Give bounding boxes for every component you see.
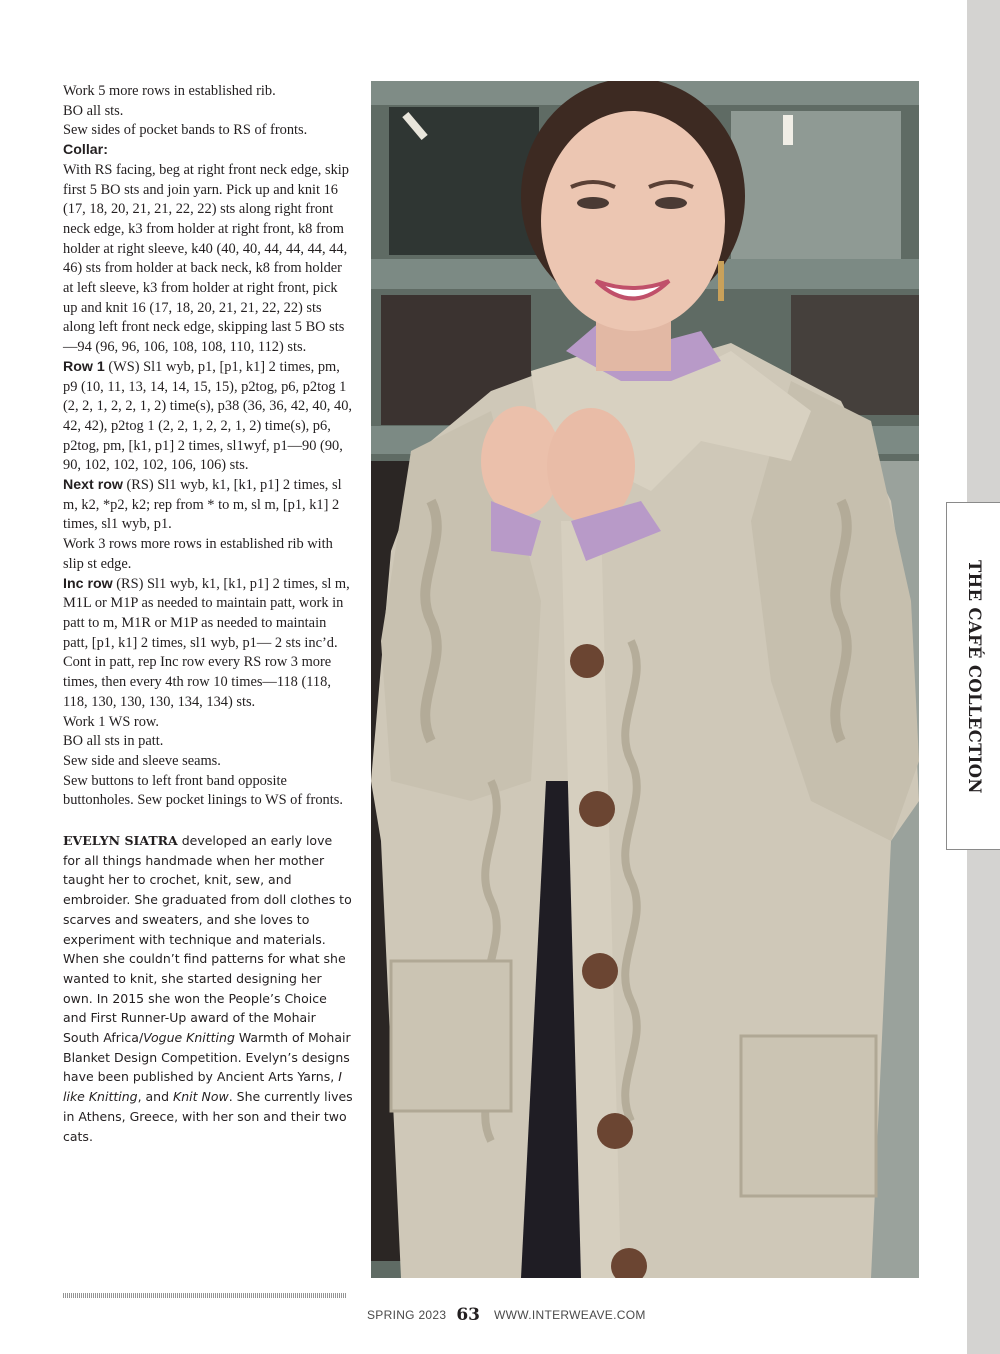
pattern-line: Sew buttons to left front band opposite buttonholes. Sew pocket linings to WS of fronts. <box>63 772 343 809</box>
pattern-line: BO all sts. <box>63 102 124 119</box>
page-number: 63 <box>456 1305 481 1325</box>
pattern-line: Work 5 more rows in established rib. <box>63 83 276 99</box>
next-row-text: (RS) Sl1 wyb, k1, [k1, p1] 2 times, sl m, k2, *p2, k2; rep from * to m, sl m, [p1, k1] 2 times, sl1 wyb, p1. <box>63 477 342 533</box>
pattern-line: Sew sides of pocket bands to RS of fronts. <box>63 122 308 139</box>
row1-label: Row 1 <box>63 358 105 375</box>
row1-text: (WS) Sl1 wyb, p1, [p1, k1] 2 times, pm, p9 (10, 11, 13, 14, 14, 15, 15), p2tog, p6, p2tog 1 (2, 2, 1, 2, 2, 1, 2) time(s), p38 (36, 36, 42, 40, 40, 42, 42), p2tog 1 (2, 2, 1, 2, 2, 1, 2) time(s), p6, p2tog, pm, [k1, p1] 2 times, sl1wyf, p1—90 (90, 90, 102, 102, 102, 106, 106) sts. <box>63 358 352 474</box>
bio-text: , and <box>137 1089 174 1105</box>
bio-text: . She currently lives in Athens, Greece, with her son and their two cats. <box>63 1089 353 1144</box>
bio-italic: Vogue Knitting <box>143 1030 235 1046</box>
pattern-line: Work 3 rows more rows in established rib with slip st edge. <box>63 536 333 572</box>
pattern-instructions <box>63 82 353 811</box>
bio-italic: Knit Now <box>173 1089 229 1105</box>
issue-season: SPRING 2023 <box>367 1308 447 1322</box>
website-link[interactable]: WWW.INTERWEAVE.COM <box>494 1308 646 1322</box>
inc-row-text: (RS) Sl1 wyb, k1, [k1, p1] 2 times, sl m, M1L or M1P as needed to maintain patt, work in patt to m, M1R or M1P as needed to maintain patt, [p1, k1] 2 times, sl1 wyb, p1— 2 sts inc’d. <box>63 575 350 651</box>
section-tab-label: THE CAFÉ COLLECTION <box>965 560 984 794</box>
pattern-line: BO all sts in patt. <box>63 733 164 750</box>
inc-row-label: Inc row <box>63 575 113 592</box>
pattern-line: Work 1 WS row. <box>63 713 159 730</box>
bio-italic: I like Knitting <box>63 1069 342 1105</box>
bio-text: developed an early love for all things handmade when her mother taught her to crochet, knit, sew, and embroider. She graduated from doll clothes to scarves and sweaters, and she loves to experiment with technique and materials. When she couldn’t find patterns for what she wanted to knit, she started designing her own. In 2015 she won the People’s Choice and First Runner-Up award of the Mohair South Africa/ <box>63 833 352 1046</box>
text-column <box>63 82 353 1146</box>
next-row-label: Next row <box>63 477 123 494</box>
dotted-rule <box>63 1293 346 1298</box>
pattern-line: Sew side and sleeve seams. <box>63 752 221 769</box>
photo-illustration <box>371 81 919 1278</box>
bio-text: Warmth of Mohair Blanket Design Competition. Evelyn’s designs have been published by Ancient Arts Yarns, <box>63 1030 351 1085</box>
collar-heading: Collar: <box>63 142 108 159</box>
next-row-paragraph <box>63 476 353 535</box>
pattern-line: Cont in patt, rep Inc row every RS row 3 more times, then every 4th row 10 times—118 (118, 118, 130, 130, 130, 134, 134) sts. <box>63 654 332 710</box>
collar-instructions: With RS facing, beg at right front neck edge, skip first 5 BO sts and join yarn. Pick up and knit 16 (17, 18, 20, 21, 21, 22, 22) sts along right front neck edge, k3 from holder at right front, k8 from holder at right sleeve, k40 (40, 40, 44, 44, 44, 44, 46) sts from holder at back neck, k8 from holder at left sleeve, k3 from holder at right front, pick up and knit 16 (17, 18, 20, 21, 21, 22, 22) sts along left front neck edge, skipping last 5 BO sts—94 (96, 96, 106, 108, 108, 110, 112) sts. <box>63 161 349 356</box>
page-footer <box>367 1304 646 1326</box>
section-tab <box>946 502 1000 850</box>
model-photo <box>371 81 919 1278</box>
inc-row-paragraph <box>63 575 353 654</box>
designer-name: EVELYN SIATRA <box>63 833 178 849</box>
row1-paragraph <box>63 358 353 476</box>
designer-bio <box>63 831 353 1146</box>
